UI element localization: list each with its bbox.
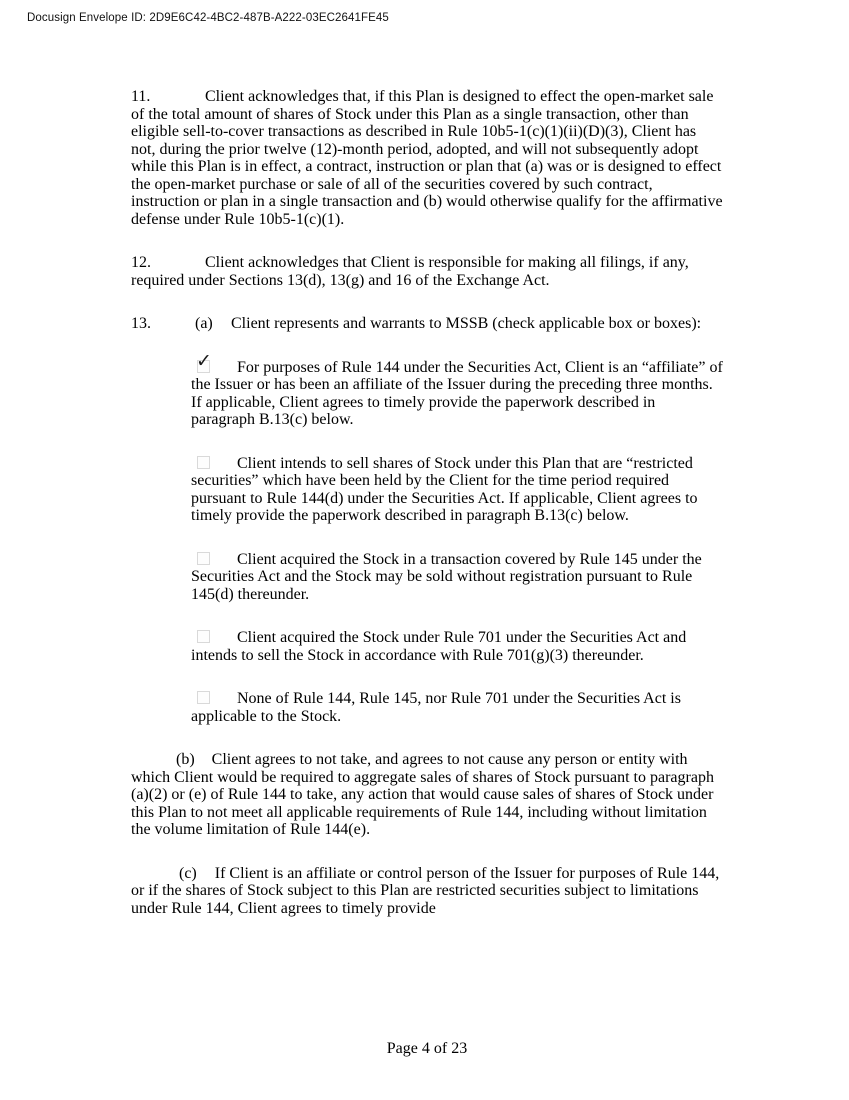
checkbox-checked[interactable] xyxy=(196,349,212,373)
checkbox-item-restricted-securities xyxy=(191,455,723,525)
paragraph-number: 12. xyxy=(131,254,151,271)
paragraph-text: Client agrees to not take, and agrees to not cause any person or entity with which Client would be required to aggregate sales of shares of Stock pursuant to paragraph (a)(2) or (e) of Rule 144 to take, any action that would cause sales of shares of Stock under this Plan to not meet all applicable requirements of Rule 144, including without limitation the volume limitation of Rule 144(e). xyxy=(131,751,714,838)
checkbox-unchecked[interactable] xyxy=(197,691,210,704)
checkbox-unchecked[interactable] xyxy=(197,456,210,469)
checkbox-label: Client intends to sell shares of Stock under this Plan that are “restricted securities” which have been held by the Client for the time period required pursuant to Rule 144(d) under the Securities Act. If applicable, Client agrees to timely provide the paperwork described in paragraph B.13(c) below. xyxy=(191,454,698,524)
docusign-envelope-id: Docusign Envelope ID: 2D9E6C42-4BC2-487B-A222-03EC2641FE45 xyxy=(27,12,389,24)
paragraph-12 xyxy=(131,254,723,289)
paragraph-13a xyxy=(131,315,723,333)
checkbox-item-rule701 xyxy=(191,629,723,664)
page-number-footer: Page 4 of 23 xyxy=(386,1040,468,1057)
checkbox-label: Client acquired the Stock in a transaction covered by Rule 145 under the Securities Act and the Stock may be sold without registration pursuant to Rule 145(d) thereunder. xyxy=(191,550,702,603)
checkbox-item-rule144-affiliate xyxy=(191,349,723,429)
paragraph-11 xyxy=(131,88,723,228)
paragraph-subletter: (a) xyxy=(195,315,213,332)
checkbox-unchecked[interactable] xyxy=(197,552,210,565)
paragraph-text: Client acknowledges that Client is responsible for making all filings, if any, required under Sections 13(d), 13(g) and 16 of the Exchange Act. xyxy=(131,254,689,289)
paragraph-13c xyxy=(131,865,723,918)
checkbox-label: For purposes of Rule 144 under the Securities Act, Client is an “affiliate” of the Issuer or has been an affiliate of the Issuer during the preceding three months. If applicable, Client agrees to timely provide the paperwork described in paragraph B.13(c) below. xyxy=(191,358,723,428)
paragraph-subletter: (c) xyxy=(179,864,197,882)
checkbox-item-rule145 xyxy=(191,551,723,604)
paragraph-number: 13. xyxy=(131,315,151,332)
checkbox-item-none-applicable xyxy=(191,690,723,725)
checkbox-label: None of Rule 144, Rule 145, nor Rule 701 under the Securities Act is applicable to the Stock. xyxy=(191,690,681,725)
checkmark-icon: ✓ xyxy=(196,349,212,372)
paragraph-text: Client represents and warrants to MSSB (check applicable box or boxes): xyxy=(231,315,702,332)
paragraph-text: If Client is an affiliate or control person of the Issuer for purposes of Rule 144, or if the shares of Stock subject to this Plan are restricted securities subject to limitations under Rule 144, Client agrees to timely provide xyxy=(131,864,720,917)
paragraph-number: 11. xyxy=(131,88,151,105)
checkbox-label: Client acquired the Stock under Rule 701 under the Securities Act and intends to sell the Stock in accordance with Rule 701(g)(3) thereunder. xyxy=(191,629,687,664)
document-body xyxy=(131,88,723,943)
paragraph-13b xyxy=(131,751,723,839)
checkbox-unchecked[interactable] xyxy=(197,630,210,643)
paragraph-text: Client acknowledges that, if this Plan is designed to effect the open-market sale of the total amount of shares of Stock under this Plan as a single transaction, other than eligible sell-to-cover transactions as described in Rule 10b5-1(c)(1)(ii)(D)(3), Client has not, during the prior twelve (12)-month period, adopted, and will not subsequently adopt while this Plan is in effect, a contract, instruction or plan that (a) was or is designed to effect the open-market purchase or sale of all of the securities covered by such contract, instruction or plan in a single transaction and (b) would otherwise qualify for the affirmative defense under Rule 10b5-1(c)(1). xyxy=(131,88,723,228)
paragraph-subletter: (b) xyxy=(176,751,195,768)
